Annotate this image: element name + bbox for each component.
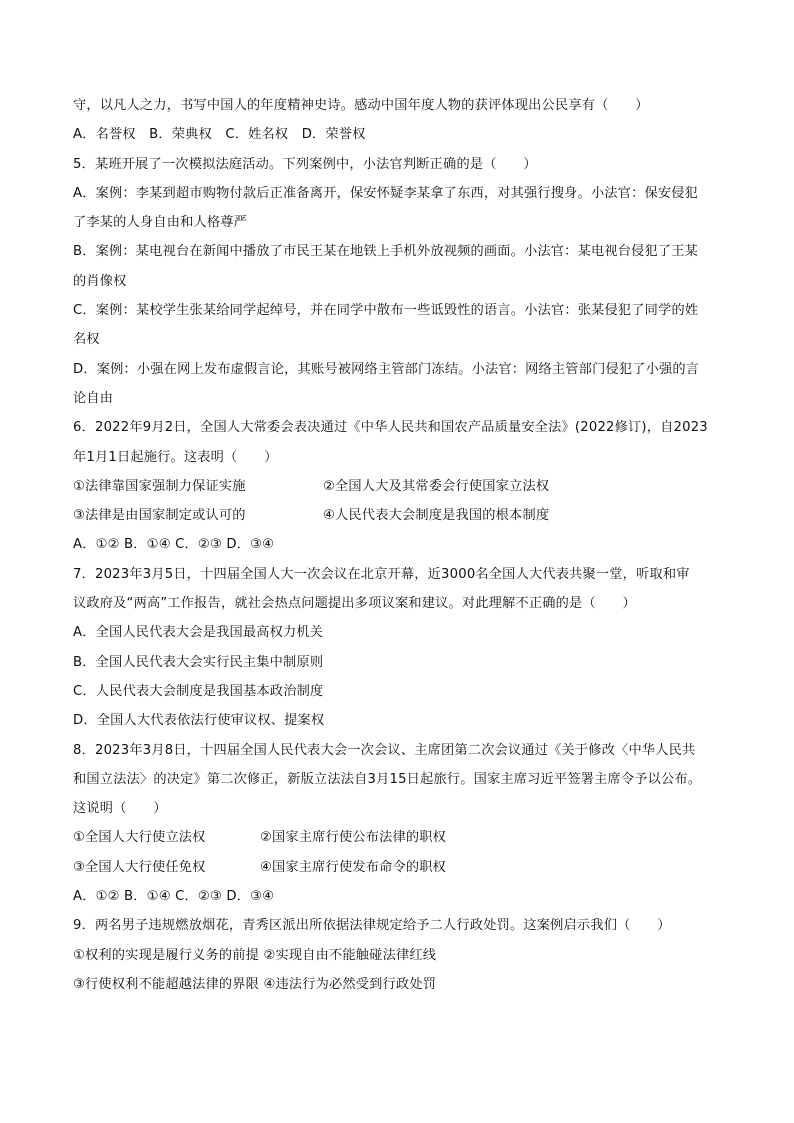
q5-option-b-line2: 的肖像权 bbox=[73, 273, 127, 289]
q6-statements-row1 bbox=[73, 477, 733, 497]
q7-option-b: B．全国人民代表大会实行民主集中制原则 bbox=[73, 654, 324, 670]
q8-statement-1: ①全国人大行使立法权 bbox=[73, 830, 206, 846]
q5-option-a-line2: 了李某的人身自由和人格尊严 bbox=[73, 215, 248, 231]
q8-statement-2: ②国家主席行使公布法律的职权 bbox=[260, 830, 447, 846]
q8-stem-line2: 和国立法法〉的决定》第二次修正，新版立法法自3月15日起旅行。国家主席习近平签署主席令予以公布。 bbox=[73, 771, 702, 787]
q7-option-d: D．全国人大代表依法行使审议权、提案权 bbox=[73, 713, 325, 729]
q4-text-end: 守，以凡人之力，书写中国人的年度精神史诗。感动中国年度人物的获评体现出公民享有（ ） bbox=[73, 98, 649, 113]
q4-options: A．名誉权 B．荣典权 C．姓名权 D．荣誉权 bbox=[73, 127, 366, 143]
q8-statements-row1 bbox=[73, 828, 733, 848]
q5-option-b-line1: B．案例：某电视台在新闻中播放了市民王某在地铁上手机外放视频的画面。小法官：某电视台侵犯了王某 bbox=[73, 244, 699, 260]
q6-answers: A．①② B．①④ C．②③ D．③④ bbox=[73, 537, 275, 553]
q8-statement-4: ④国家主席行使发布命令的职权 bbox=[260, 859, 447, 875]
q6-stem-line1: 6．2022年9月2日，全国人大常委会表决通过《中华人民共和国农产品质量安全法》(2022修订)，自2023 bbox=[73, 420, 708, 436]
q9-stem: 9．两名男子违规燃放烟花，青秀区派出所依据法律规定给予二人行政处罚。这案例启示我们（ ） bbox=[73, 918, 671, 934]
q9-statements-row2: ③行使权利不能超越法律的界限 ④违法行为必然受到行政处罚 bbox=[73, 976, 437, 992]
exam-page bbox=[73, 96, 733, 1004]
q9-statements-row1: ①权利的实现是履行义务的前提 ②实现自由不能触碰法律红线 bbox=[73, 947, 437, 963]
q6-statement-3: ③法律是由国家制定或认可的 bbox=[73, 508, 246, 524]
q7-option-a: A．全国人民代表大会是我国最高权力机关 bbox=[73, 625, 324, 641]
q6-statement-2: ②全国人大及其常委会行使国家立法权 bbox=[323, 478, 550, 494]
q8-stem-line3: 这说明（ ） bbox=[73, 801, 167, 817]
q8-statements-row2 bbox=[73, 858, 733, 878]
q6-stem-line2: 年1月1日起施行。这表明（ ） bbox=[73, 449, 278, 465]
q5-stem: 5．某班开展了一次模拟法庭活动。下列案例中，小法官判断正确的是（ ） bbox=[73, 156, 537, 172]
q8-statement-3: ③全国人大行使任免权 bbox=[73, 859, 206, 875]
q8-stem-line1: 8．2023年3月8日，十四届全国人民代表大会一次会议、主席团第二次会议通过《关于修改〈中华人民共 bbox=[73, 742, 696, 758]
q5-option-d-line2: 论自由 bbox=[73, 390, 114, 406]
q8-answers: A．①② B．①④ C．②③ D．③④ bbox=[73, 889, 275, 905]
q7-stem-line2: 议政府及“两高”工作报告，就社会热点问题提出多项议案和建议。对此理解不正确的是（ ） bbox=[73, 596, 636, 612]
q5-option-a-line1: A．案例：李某到超市购物付款后正准备离开，保安怀疑李某拿了东西，对其强行搜身。小法官：保安侵犯 bbox=[73, 185, 699, 201]
q6-statement-1: ①法律靠国家强制力保证实施 bbox=[73, 478, 246, 494]
q5-option-d-line1: D．案例：小强在网上发布虚假言论，其账号被网络主管部门冻结。小法官：网络主管部门侵犯了小强的言 bbox=[73, 361, 700, 377]
q7-stem-line1: 7．2023年3月5日，十四届全国人大一次会议在北京开幕，近3000名全国人大代表共聚一堂，听取和审 bbox=[73, 566, 690, 582]
q6-statements-row2 bbox=[73, 506, 733, 526]
q5-option-c-line1: C．案例：某校学生张某给同学起绰号，并在同学中散布一些诋毁性的语言。小法官：张某侵犯了同学的姓 bbox=[73, 303, 699, 319]
q7-option-c: C．人民代表大会制度是我国基本政治制度 bbox=[73, 683, 324, 699]
q6-statement-4: ④人民代表大会制度是我国的根本制度 bbox=[323, 508, 550, 524]
q5-option-c-line2: 名权 bbox=[73, 332, 100, 348]
